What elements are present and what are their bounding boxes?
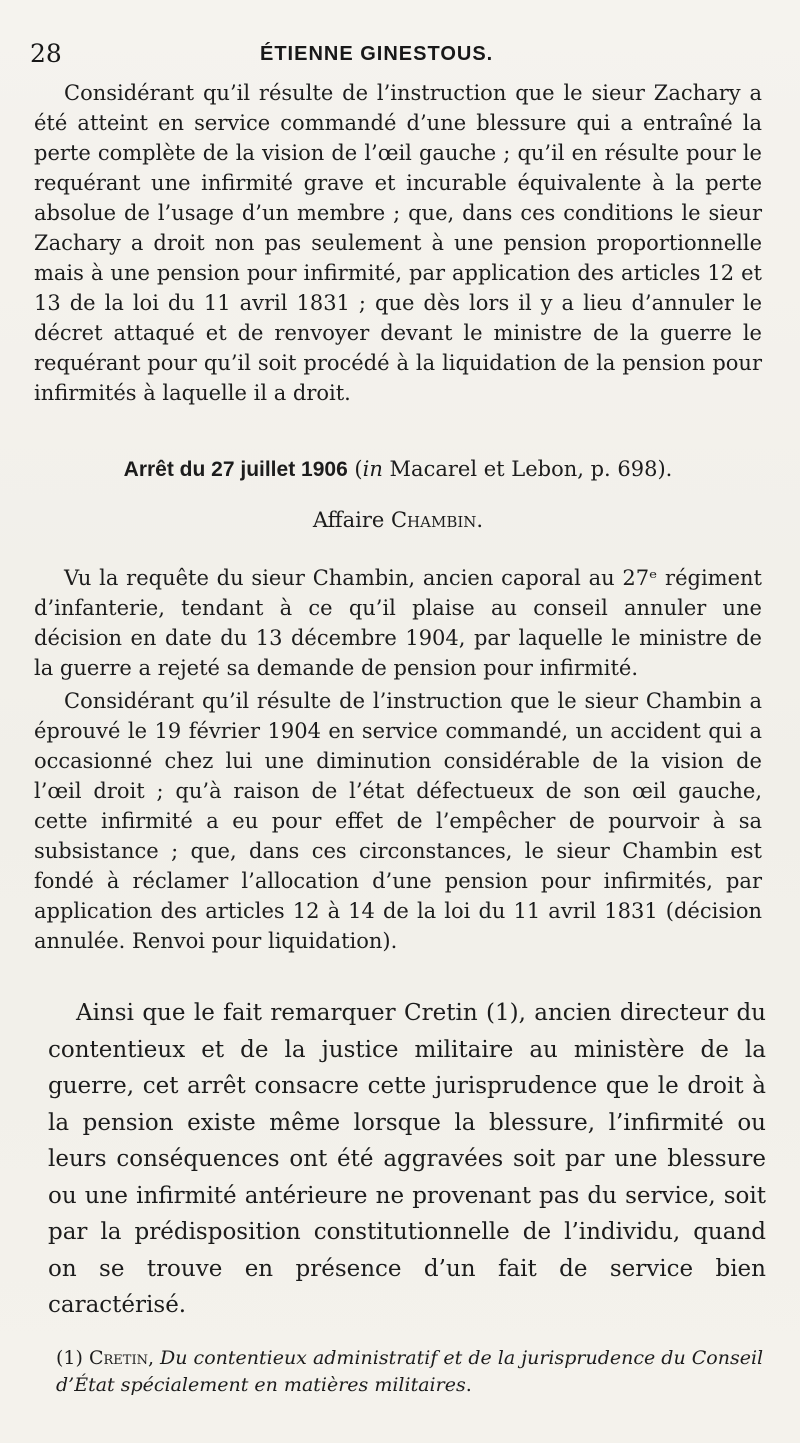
paragraph-requete-chambin: Vu la requête du sieur Chambin, ancien caporal au 27ᵉ régiment d’infanterie, tendant à ce qu’il plaise au conseil annuler une décision en date du 13 décembre 1904, par laquelle le ministre de la guerre a rejeté sa demande de pension pour infirmité.	[34, 566, 762, 680]
footnote-author: Cretin	[88, 1347, 148, 1369]
paragraph-zachary: Considérant qu’il résulte de l’instruction que le sieur Zachary a été atteint en service commandé d’une blessure qui a entraîné la perte complète de la vision de l’œil gauche ; qu’il en résulte pour le requérant une infirmité grave et incurable équivalente à la perte absolue de l’usage d’un membre ; que, dans ces conditions le sieur Zachary a droit non pas seulement à une pension proportionnelle mais à une pension pour infirmité, par application des articles 12 et 13 de la loi du 11 avril 1831 ; que dès lors il y a lieu d’annuler le décret attaqué et de renvoyer devant le ministre de la guerre le requérant pour qu’il soit procédé à la liquidation de la pension pour infirmités à laquelle il a droit.	[34, 81, 762, 405]
arret-date: Arrêt du 27 juillet 1906	[123, 458, 348, 481]
affaire-name: Chambin	[390, 508, 477, 532]
affaire-suffix: .	[476, 508, 484, 532]
arret-source: Macarel et Lebon, p. 698).	[382, 457, 673, 481]
paragraph-commentary: Ainsi que le fait remarquer Cretin (1), ancien directeur du contentieux et de la justice militaire au ministère de la guerre, cet arrêt consacre cette jurisprudence que le droit à la pension existe même lorsque la blessure, l’infirmité ou leurs conséquences ont été aggravées soit par une blessure ou une infirmité antérieure ne provenant pas du service, soit par la prédisposition constitutionnelle de l’individu, quand on se trouve en présence d’un fait de service bien caractérisé.	[48, 1000, 766, 1318]
footnote-title: Du contentieux administratif et de la jurisprudence du Conseil d’État spécialement en matières militaires	[56, 1347, 764, 1396]
arret-in: in	[362, 457, 383, 481]
arret-open-paren: (	[347, 457, 363, 481]
paragraph-considerant-chambin: Considérant qu’il résulte de l’instruction que le sieur Chambin a éprouvé le 19 février 1904 en service commandé, un accident qui a occasionné chez lui une diminution considérable de la vision de l’œil droit ; qu’à raison de l’état défectueux de son œil gauche, cette infirmité a eu pour effet de l’empêcher de pourvoir à sa subsistance ; que, dans ces circonstances, le sieur Chambin est fondé à réclamer l’allocation d’une pension pour infirmités, par application des articles 12 à 14 de la loi du 11 avril 1831 (décision annulée. Renvoi pour liquidation).	[34, 689, 762, 953]
running-title: ÉTIENNE GINESTOUS.	[260, 43, 494, 65]
affaire-heading	[34, 503, 762, 537]
page-header	[30, 34, 770, 74]
page-number: 28	[30, 39, 62, 68]
arret-heading	[34, 452, 762, 487]
footnote-end: .	[465, 1374, 472, 1396]
affaire-prefix: Affaire	[312, 508, 391, 532]
footnote	[56, 1345, 768, 1399]
footnote-marker: (1)	[56, 1347, 89, 1369]
footnote-separator: ,	[147, 1347, 161, 1369]
